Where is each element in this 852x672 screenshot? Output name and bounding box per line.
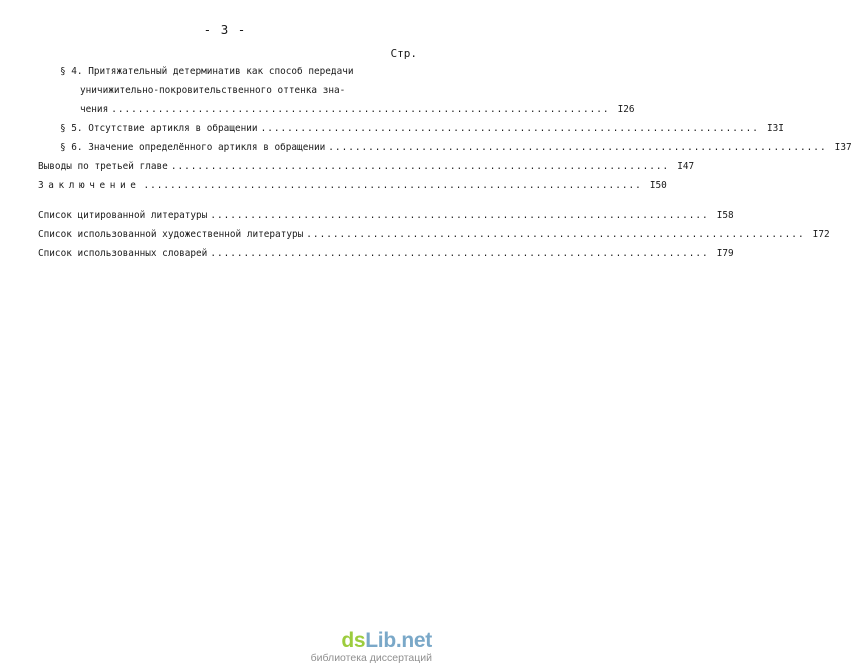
- toc-entry-page: I79: [716, 248, 734, 259]
- dslib-logo[interactable]: dsLib.net: [341, 629, 432, 652]
- toc-entry-section-4-line-2: уничижительно-покровительственного оттенка зна-: [80, 85, 346, 96]
- toc-entry-section-5: [60, 123, 784, 135]
- toc-entry-page: I50: [649, 180, 667, 191]
- toc-entry-page: I58: [716, 210, 734, 221]
- toc-entry-label: чения: [80, 104, 109, 115]
- toc-entry-page: I26: [617, 104, 635, 115]
- toc-entry-conclusion: [38, 180, 667, 192]
- toc-entry-section-4: [80, 104, 635, 116]
- leader-dots: ...........................................................................: [328, 142, 827, 153]
- leader-dots: ...........................................................................: [210, 210, 709, 221]
- toc-entry-page: I37: [834, 142, 852, 153]
- toc-entry-label: Список цитированной литературы: [38, 210, 208, 221]
- leader-dots: ...........................................................................: [306, 229, 805, 240]
- toc-entry-page: I47: [677, 161, 695, 172]
- leader-dots: ...........................................................................: [210, 248, 709, 259]
- leader-dots: ...........................................................................: [260, 123, 759, 134]
- toc-entry-label: § 5. Отсутствие артикля в обращении: [60, 123, 258, 134]
- toc-entry-section-4-line-1: § 4. Притяжательный детерминатив как способ передачи: [60, 66, 354, 77]
- leader-dots: ...........................................................................: [170, 161, 670, 172]
- toc-entry-page: I72: [812, 229, 830, 240]
- toc-entry-page: I3I: [766, 123, 784, 134]
- toc-entry-label: Выводы по третьей главе: [38, 161, 168, 172]
- toc-entry-dictionaries: [38, 248, 734, 260]
- page-column-header: Стр.: [390, 47, 417, 60]
- toc-entry-label: Список использованной художественной литературы: [38, 229, 304, 240]
- leader-dots: ...........................................................................: [111, 104, 610, 115]
- toc-entry-cited-literature: [38, 210, 734, 222]
- toc-entry-label: § 6. Значение определённого артикля в обращении: [60, 142, 326, 153]
- leader-dots: ...........................................................................: [143, 180, 642, 191]
- toc-entry-fiction-literature: [38, 229, 830, 241]
- watermark-subtitle: библиотека диссертаций: [310, 652, 432, 664]
- toc-entry-conclusions-chapter-3: [38, 161, 695, 173]
- toc-entry-label: Заключение: [38, 180, 141, 191]
- site-watermark[interactable]: [311, 630, 432, 664]
- page-number: - 3 -: [203, 22, 247, 37]
- toc-entry-section-6: [60, 142, 852, 154]
- toc-entry-label: Список использованных словарей: [38, 248, 208, 259]
